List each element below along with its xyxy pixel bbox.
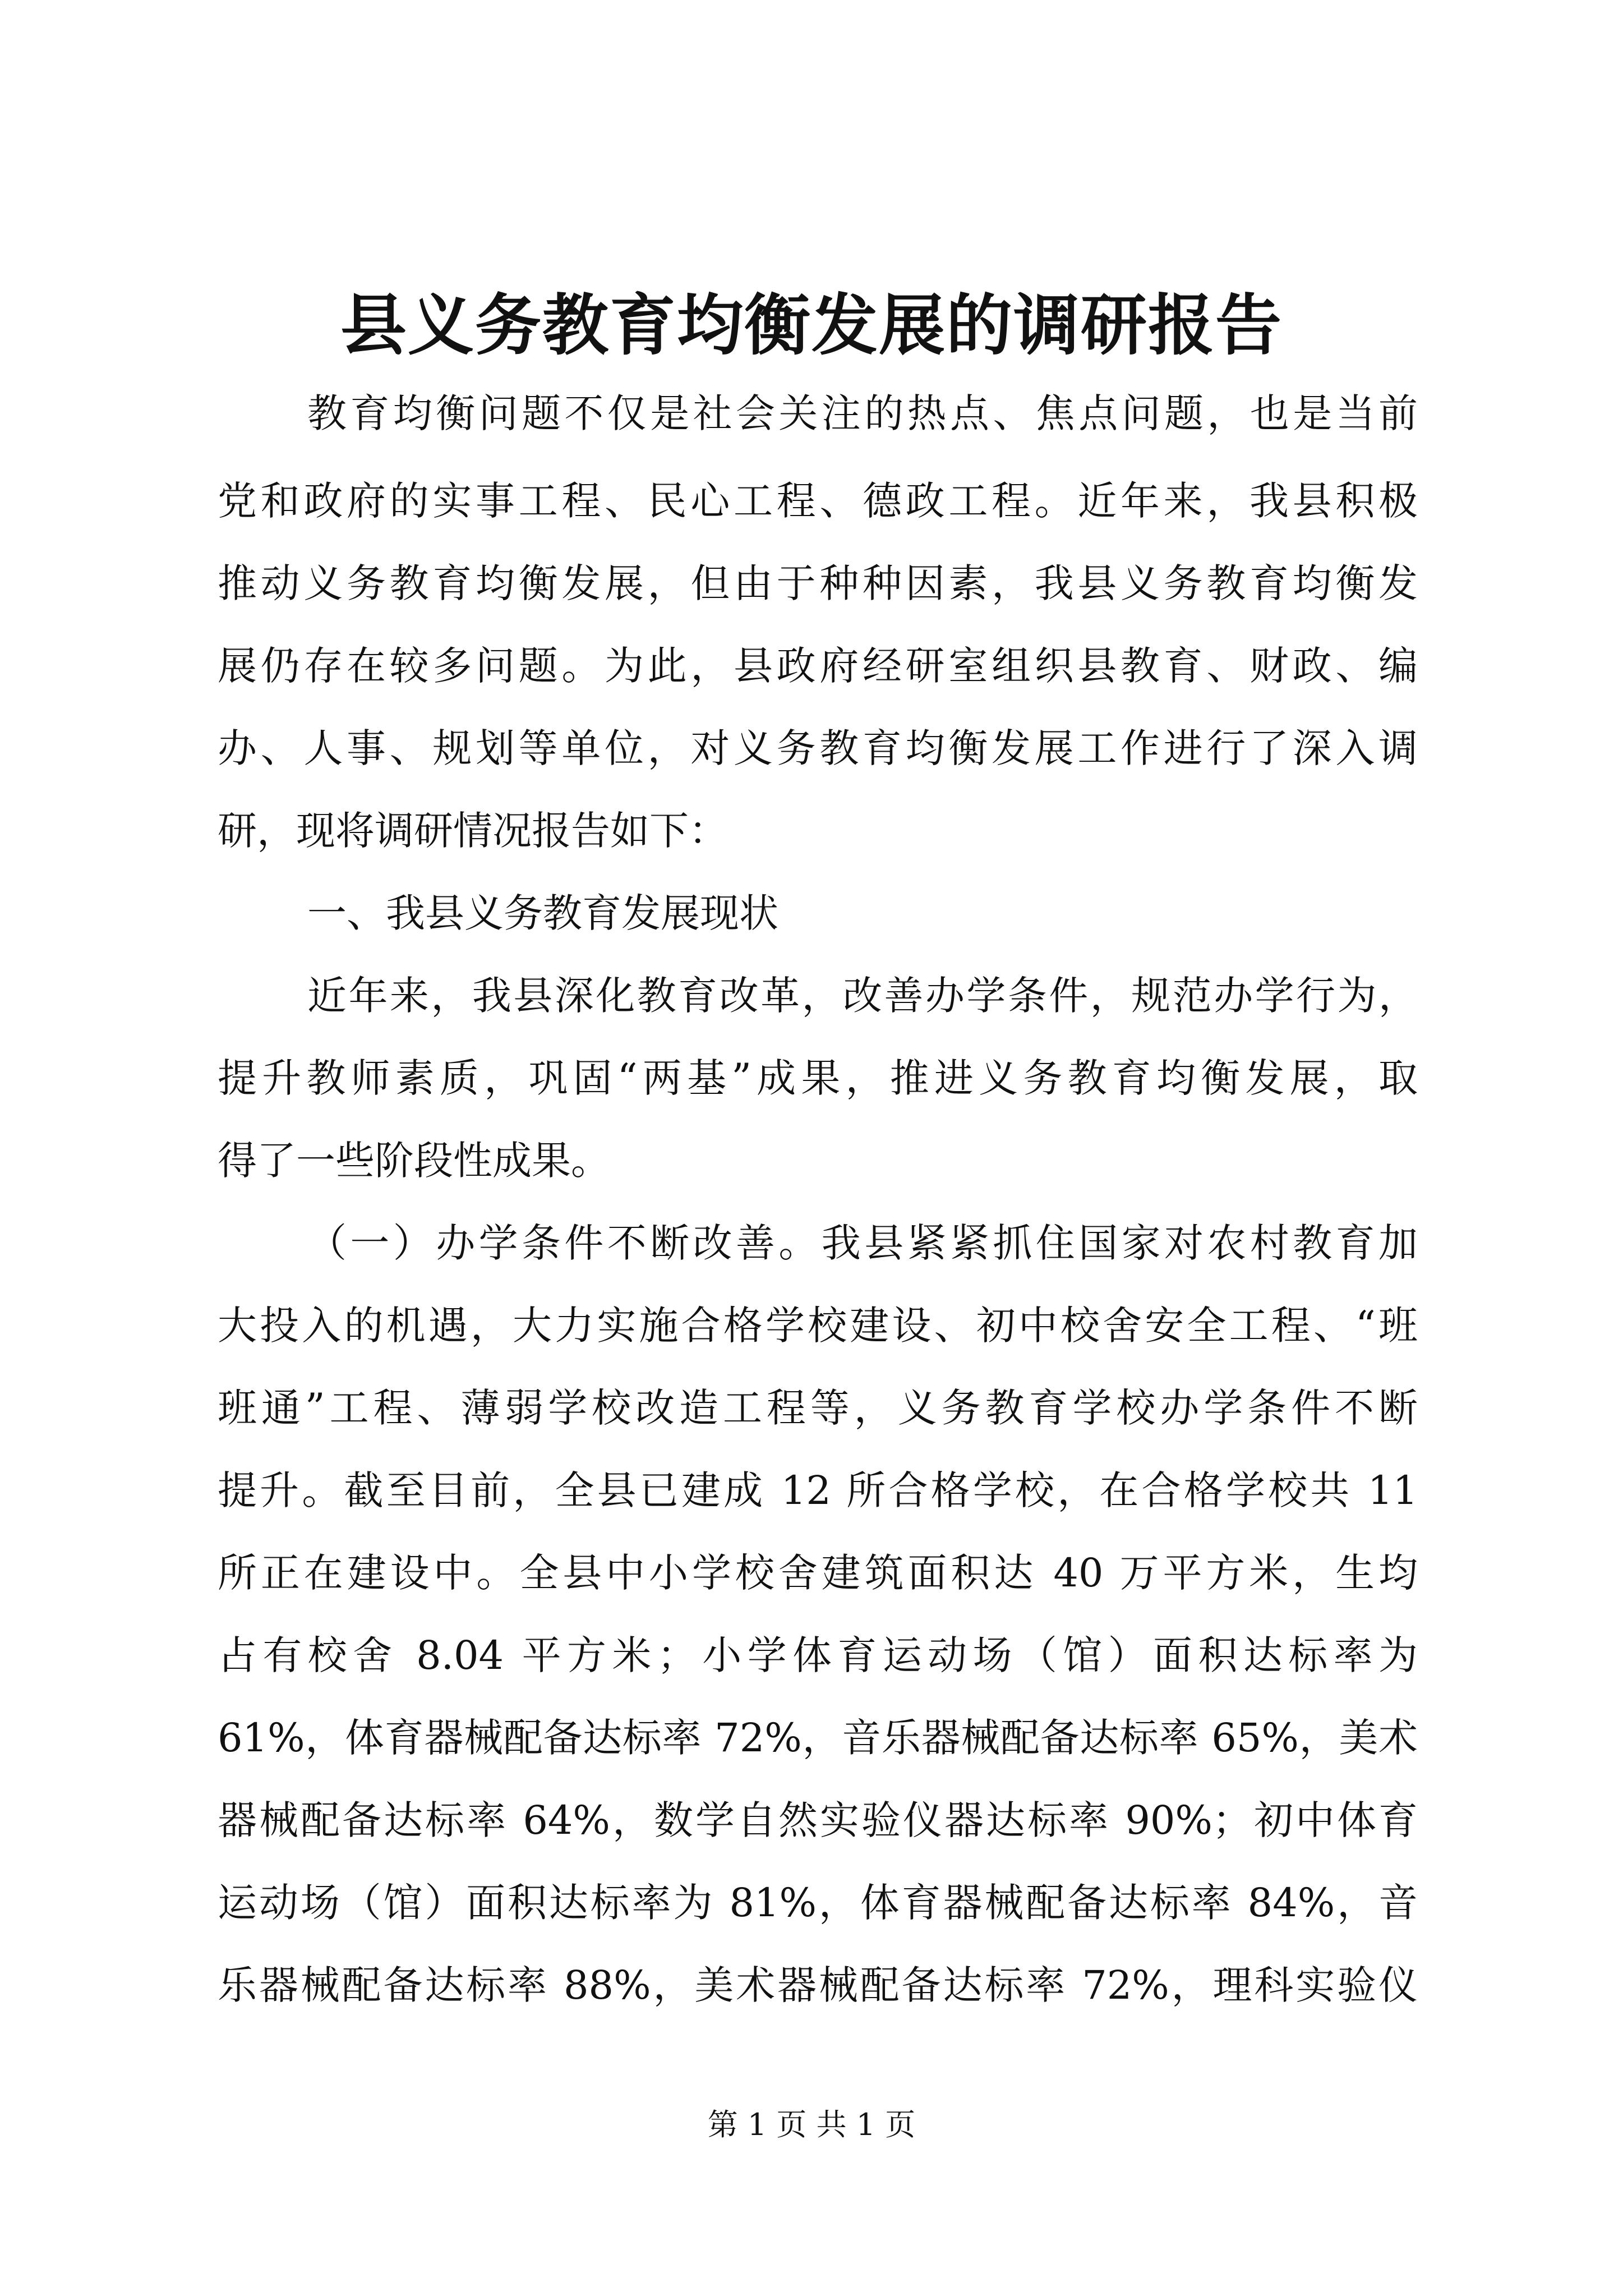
document-body: 教育均衡问题不仅是社会关注的热点、焦点问题，也是当前 党和政府的实事工程、民心工程、德政工程。近年来，我县积极 推动义务教育均衡发展，但由于种种因素，我县义务教育均衡发 展仍存在较多问题。为此，县政府经研室组织县教育、财政、编 办、人事、规划等单位，对义务教育均衡发展工作进行了深入调 研，现将调研情况报告如下： 一、我县义务教育发展现状 近年来，我县深化教育改革，改善办学条件，规范办学行为， 提升教师素质，巩固“两基”成果，推进义务教育均衡发展，取 得了一些阶段性成果。 （一）办学条件不断改善。我县紧紧抓住国家对农村教育加 大投入的机遇，大力实施合格学校建设、初中校舍安全工程、“班 班通”工程、薄弱学校改造工程等，义务教育学校办学条件不断 提升。截至目前，全县已建成 12 所合格学校，在合格学校共 11 所正在建设中。全县中小学校舍建筑面积达 40 万平方米，生均 占有校舍 8.04 平方米；小学体育运动场（馆）面积达标率为 61%，体育器械配备达标率 72%，音乐器械配备达标率 65%，美术 器械配备达标率 64%，数学自然实验仪器达标率 90%；初中体育 运动场（馆）面积达标率为 81%，体育器械配备达标率 84%，音 乐器械配备达标率 88%，美术器械配备达标率 72%，理科实验仪: [218, 390, 1418, 2008]
page-number-footer: 第 1 页 共 1 页: [707, 2107, 916, 2142]
document-title: 县义务教育均衡发展的调研报告: [340, 286, 1283, 364]
